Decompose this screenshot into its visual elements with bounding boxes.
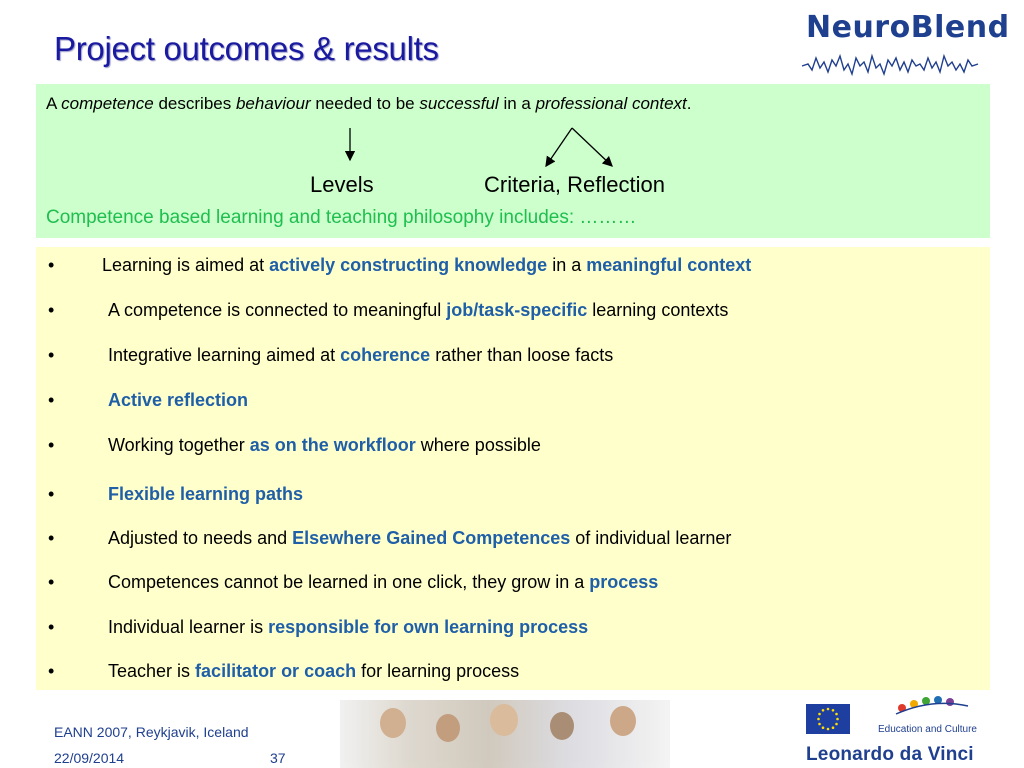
- logo-text: NeuroBlend: [806, 10, 1010, 45]
- healthcare-photo-strip: [340, 700, 670, 768]
- education-culture-label: Education and Culture: [878, 724, 977, 735]
- plain-text: of individual learner: [570, 528, 732, 548]
- arrow-right-icon: [572, 128, 612, 166]
- plain-text: Working together: [108, 435, 250, 455]
- highlight-text: as on the workfloor: [249, 435, 416, 455]
- bullet-icon: •: [48, 661, 55, 681]
- list-item-text: [108, 484, 303, 505]
- bullet-icon: •: [48, 572, 55, 592]
- bullet-icon: •: [48, 435, 55, 455]
- plain-text: Individual learner is: [108, 617, 269, 637]
- footer-date: 22/09/2014: [54, 750, 125, 766]
- bullet-icon: •: [48, 484, 55, 504]
- highlight-text: Active reflection: [108, 390, 249, 410]
- bullet-icon: •: [48, 528, 55, 548]
- plain-text: rather than loose facts: [430, 345, 614, 365]
- plain-text: Teacher is: [108, 661, 196, 681]
- competence-definition-box: [36, 84, 990, 238]
- highlight-text: Flexible learning paths: [108, 484, 304, 504]
- philosophy-intro: Competence based learning and teaching philosophy includes: ………: [46, 207, 637, 228]
- bullet-icon: •: [48, 617, 55, 637]
- brainwave-icon: [800, 52, 980, 78]
- plain-text: for learning process: [356, 661, 520, 681]
- footer-event: EANN 2007, Reykjavik, Iceland: [54, 724, 249, 740]
- plain-text: where possible: [415, 435, 541, 455]
- list-item-text: [108, 661, 519, 682]
- bullet-icon: •: [48, 255, 55, 275]
- plain-text: Competences cannot be learned in one click, they grow in a: [108, 572, 590, 592]
- def-term-behaviour: behaviour: [235, 94, 311, 113]
- highlight-text: actively constructing knowledge: [269, 255, 548, 275]
- bullet-icon: •: [48, 390, 55, 410]
- arrow-left-icon: [546, 128, 572, 166]
- def-text: in a: [498, 94, 536, 113]
- slide-title: Project outcomes & results: [54, 30, 439, 67]
- def-term-professional-context: professional context: [535, 94, 687, 113]
- def-text: A: [46, 94, 62, 113]
- def-text: needed to be: [310, 94, 420, 113]
- list-item-text: [102, 255, 751, 276]
- list-item-text: [108, 435, 541, 456]
- list-item-text: [108, 617, 588, 638]
- highlight-text: process: [589, 572, 659, 592]
- highlight-text: responsible for own learning process: [268, 617, 589, 637]
- neuroblend-logo: [800, 8, 1010, 78]
- list-item-text: [108, 345, 613, 366]
- bullet-icon: •: [48, 345, 55, 365]
- def-text: describes: [153, 94, 236, 113]
- levels-label: Levels: [310, 172, 374, 197]
- highlight-text: Elsewhere Gained Competences: [292, 528, 571, 548]
- highlight-text: facilitator or coach: [195, 661, 357, 681]
- highlight-text: coherence: [340, 345, 431, 365]
- page-number: 37: [270, 750, 286, 766]
- highlight-text: job/task-specific: [446, 300, 588, 320]
- list-item-text: [108, 390, 248, 411]
- list-item-text: [108, 572, 658, 593]
- def-term-successful: successful: [419, 94, 499, 113]
- plain-text: in a: [547, 255, 587, 275]
- plain-text: Integrative learning aimed at: [108, 345, 341, 365]
- bullet-icon: •: [48, 300, 55, 320]
- programme-name: Leonardo da Vinci: [806, 744, 974, 765]
- philosophy-bullet-list: [36, 247, 990, 690]
- education-culture-logo-icon: [892, 694, 972, 716]
- plain-text: learning contexts: [587, 300, 729, 320]
- list-item-text: [108, 528, 731, 549]
- plain-text: A competence is connected to meaningful: [108, 300, 447, 320]
- plain-text: Adjusted to needs and: [108, 528, 293, 548]
- plain-text: Learning is aimed at: [102, 255, 270, 275]
- highlight-text: meaningful context: [586, 255, 752, 275]
- criteria-reflection-label: Criteria, Reflection: [484, 172, 665, 197]
- eu-flag-icon: [806, 704, 850, 734]
- list-item-text: [108, 300, 728, 321]
- def-term-competence: competence: [61, 94, 154, 113]
- def-text: .: [686, 94, 692, 113]
